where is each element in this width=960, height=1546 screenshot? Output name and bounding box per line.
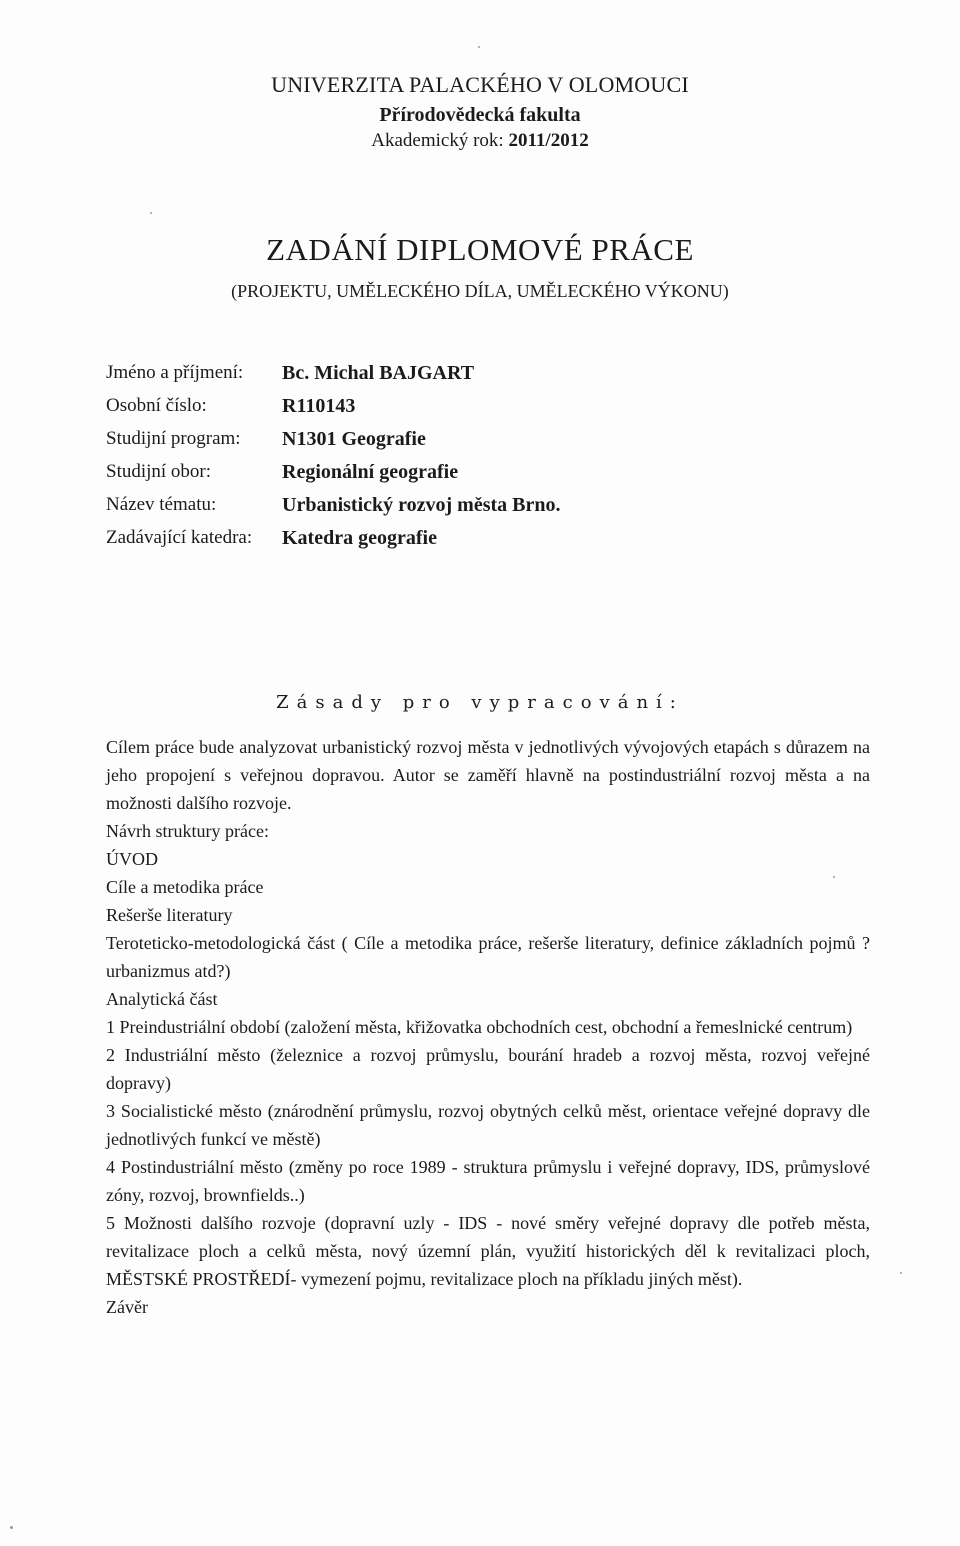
structure-line: 2 Industriální město (železnice a rozvoj průmyslu, bourání hradeb a rozvoj města, rozvoj veřejné dopravy) [106,1045,870,1093]
structure-line: 5 Možnosti dalšího rozvoje (dopravní uzly - IDS - nové směry veřejné dopravy dle potřeb města, revitalizace ploch a celků města, nový územní plán, využití historických děl k revitalizaci ploch, MĚSTSKÉ PROSTŘEDÍ- vymezení pojmu, revitalizace ploch na příkladu jiných měst). [106,1213,870,1289]
scan-speck [900,1272,902,1274]
field-label: Studijní obor: [106,461,212,482]
field-label: Zadávající katedra: [106,527,253,548]
academic-year [0,130,960,152]
field-label: Název tématu: [106,494,217,515]
structure-line: ÚVOD [106,849,158,869]
field-label: Osobní číslo: [106,395,207,416]
field-value: Katedra geografie [282,527,437,549]
section-heading: Zásady pro vypracování: [276,692,684,713]
structure-line: Rešerše literatury [106,905,233,925]
structure-line: Analytická část [106,989,218,1009]
structure-line: 3 Socialistické město (znárodnění průmyslu, rozvoj obytných celků měst, orientace veřejné dopravy dle jednotlivých funkcí ve městě) [106,1101,870,1149]
university-name: UNIVERZITA PALACKÉHO V OLOMOUCI [271,72,689,97]
structure-line: Návrh struktury práce: [106,821,269,841]
field-value: Bc. Michal BAJGART [282,362,475,384]
faculty-name: Přírodovědecká fakulta [379,104,581,126]
structure-line: Teroteticko-metodologická část ( Cíle a metodika práce, rešerše literatury, definice základních pojmů ? urbanizmus atd?) [106,933,870,981]
scan-speck [10,1526,13,1529]
scan-speck [833,876,835,878]
field-value: Urbanistický rozvoj města Brno. [282,494,561,516]
assignment-body [106,733,870,1321]
field-value: N1301 Geografie [282,428,426,450]
structure-line: Cíle a metodika práce [106,877,264,897]
document-title: ZADÁNÍ DIPLOMOVÉ PRÁCE [266,232,694,267]
academic-year-value: 2011/2012 [508,130,589,151]
field-value: Regionální geografie [282,461,459,483]
field-label: Studijní program: [106,428,241,449]
intro-paragraph: Cílem práce bude analyzovat urbanistický rozvoj města v jednotlivých vývojových etapách s důrazem na jeho propojení s veřejnou dopravou. Autor se zaměří hlavně na postindustriální rozvoj města a na možnosti dalšího rozvoje. [106,737,870,813]
scan-speck [478,46,480,48]
field-value: R110143 [282,395,356,417]
structure-line: Závěr [106,1297,148,1317]
field-label: Jméno a příjmení: [106,362,244,383]
structure-line: 1 Preindustriální období (založení města, křižovatka obchodních cest, obchodní a řemeslnické centrum) [106,1017,853,1037]
scan-speck [150,212,152,214]
academic-year-label: Akademický rok: [371,130,504,151]
document-subtitle: (PROJEKTU, UMĚLECKÉHO DÍLA, UMĚLECKÉHO VÝKONU) [231,281,729,301]
structure-line: 4 Postindustriální město (změny po roce 1989 - struktura průmyslu i veřejné dopravy, IDS, průmyslové zóny, rozvoj, brownfields..) [106,1157,870,1205]
